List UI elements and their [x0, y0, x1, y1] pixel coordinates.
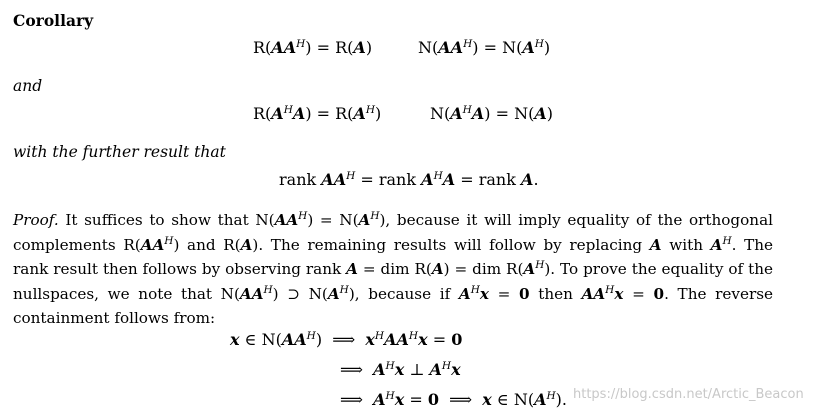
- equation-2-right: $N(A^HA) = N(A)$: [430, 104, 553, 123]
- watermark-url: https://blog.csdn.net/Arctic_Beacon: [573, 387, 804, 402]
- proof-label: Proof.: [13, 211, 59, 229]
- corollary-heading: Corollary: [13, 11, 94, 30]
- equation-1-left: $R(AA^H) = R(A)$: [253, 38, 373, 57]
- derivation-line-3: ⟹ $A^Hx = 0$ ⟹ x ∈ $N(A^H)$.: [340, 390, 567, 409]
- connector-and: and: [13, 77, 43, 95]
- derivation-line-2: ⟹ $A^Hx$ ⊥ $A^Hx$: [340, 360, 461, 379]
- equation-2-left: $R(A^HA) = R(A^H)$: [253, 104, 382, 123]
- derivation-line-1: x ∈ $N(AA^H)$ ⟹ $x^HAA^Hx = 0$: [230, 330, 463, 349]
- connector-further-result: with the further result that: [13, 143, 226, 161]
- proof-paragraph: Proof. It suffices to show that $N(AA^H) = N(A^H)$, because it will imply equality of the orthogonal complements $R(AA^H)$ and R(A). The remaining results will follow by replacing A with $A^H$. The rank result then follows by observing rank A = dim R(A) = dim $R(A^H)$. To prove the equality of the nullspaces, we note that $N(AA^H)$ ⊃ $N(A^H)$, because if $A^Hx = 0$ then $AA^Hx = 0$. The reverse containment follows from:: [13, 210, 773, 327]
- rank-equation: rank $AA^H$ = rank $A^HA$ = rank A.: [279, 170, 539, 189]
- equation-1-right: $N(AA^H) = N(A^H)$: [418, 38, 551, 57]
